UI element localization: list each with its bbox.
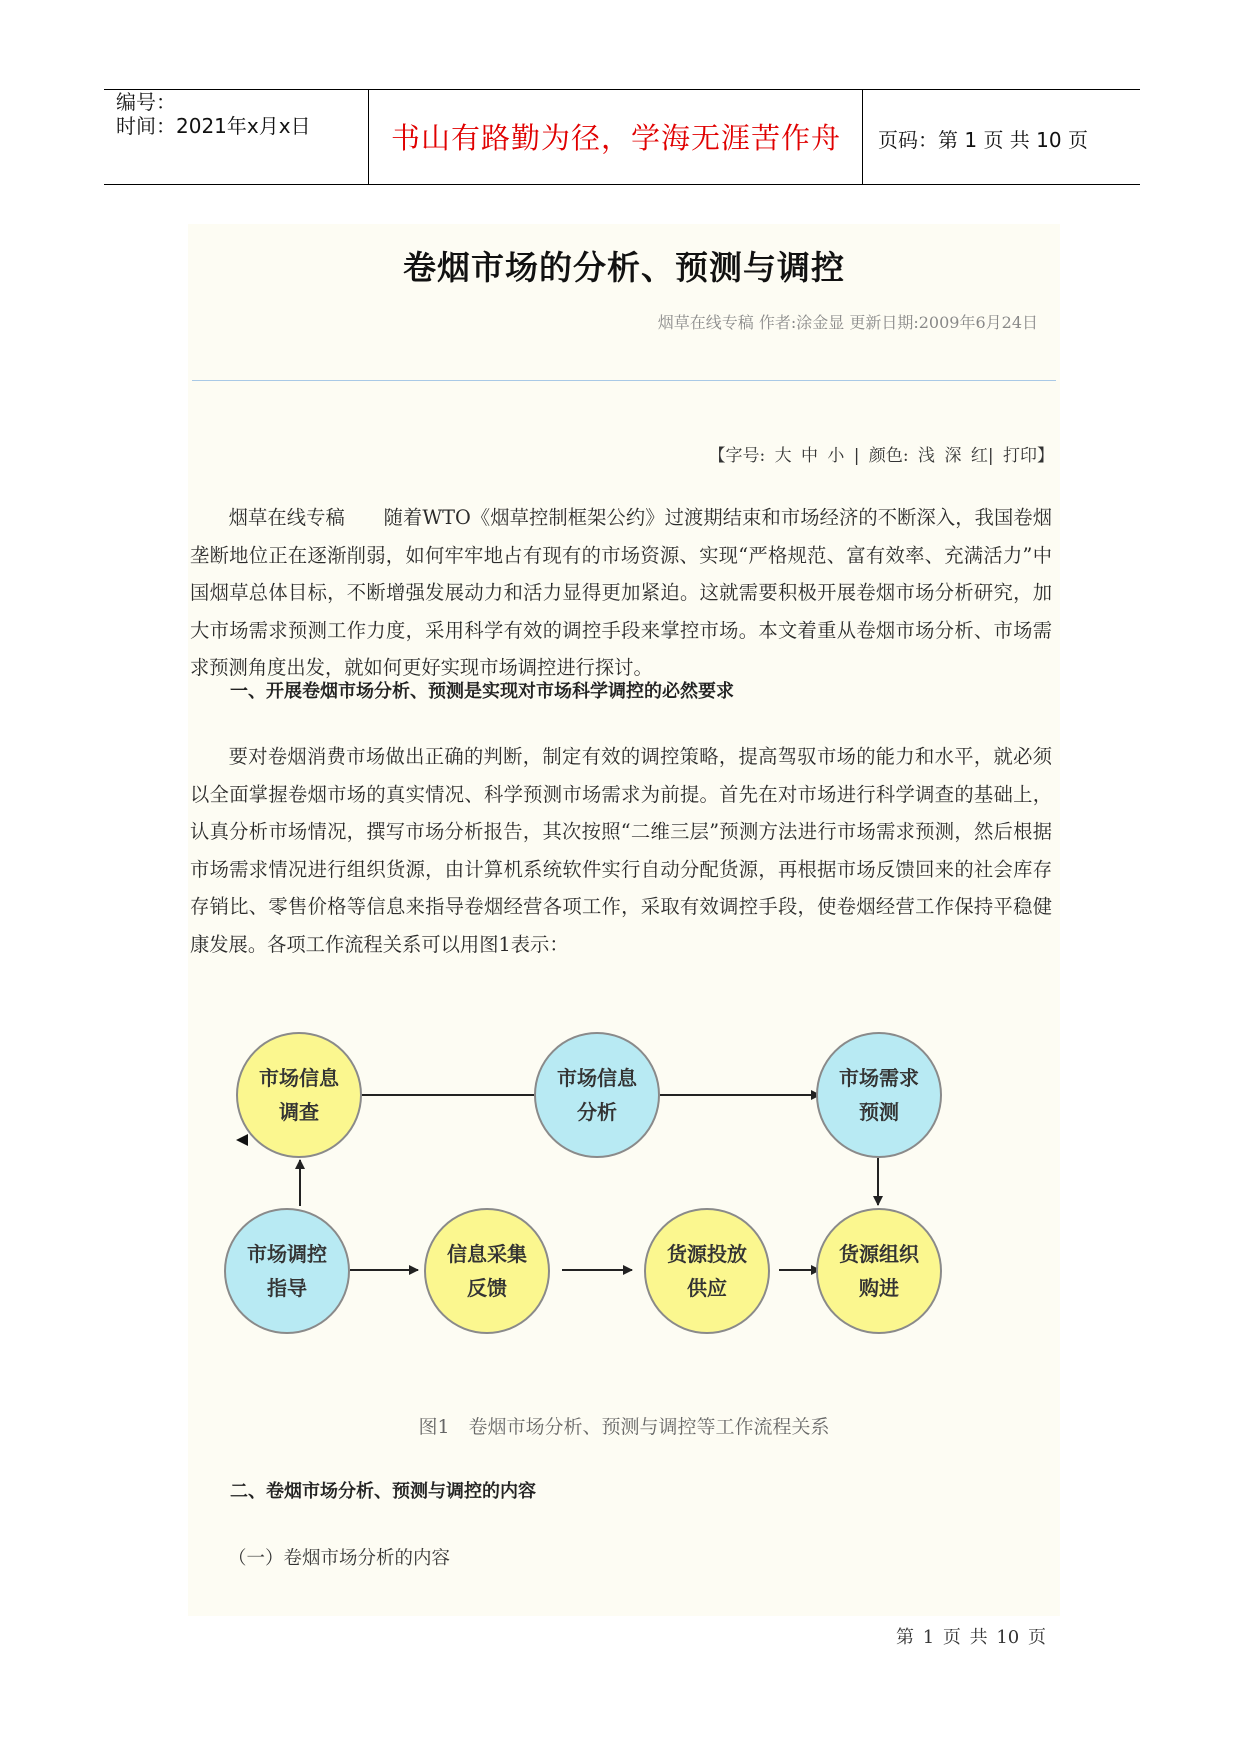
section-heading-1: 一、开展卷烟市场分析、预测是实现对市场科学调控的必然要求 (230, 681, 734, 702)
node-supply-delivery: 货源投放供应 (644, 1208, 770, 1334)
header-meta-cell (104, 90, 369, 184)
article-byline: 烟草在线专稿 作者:涂金显 更新日期:2009年6月24日 (657, 313, 1038, 332)
section-heading-2: 二、卷烟市场分析、预测与调控的内容 (230, 1481, 536, 1502)
node-market-control: 市场调控指导 (224, 1208, 350, 1334)
node-supply-procurement: 货源组织购进 (816, 1208, 942, 1334)
header-motto-cell (370, 90, 863, 184)
divider (192, 380, 1056, 381)
header-page-number: 页码：第 1 页 共 10 页 (878, 128, 1088, 152)
node-market-survey: 市场信息调查 (236, 1032, 362, 1158)
paragraph-intro: 烟草在线专稿 随着WTO《烟草控制框架公约》过渡期结束和市场经济的不断深入，我国卷烟垄断地位正在逐渐削弱，如何牢牢地占有现有的市场资源、实现“严格规范、富有效率、充满活力”中国烟草总体目标，不断增强发展动力和活力显得更加紧迫。这就需要积极开展卷烟市场分析研究，加大市场需求预测工作力度，采用科学有效的调控手段来掌控市场。本文着重从卷烟市场分析、市场需求预测角度出发，就如何更好实现市场调控进行探讨。 (190, 506, 1052, 679)
header-time: 时间：2021年x月x日 (116, 114, 311, 138)
sub-heading: （一）卷烟市场分析的内容 (228, 1548, 451, 1569)
node-demand-forecast: 市场需求预测 (816, 1032, 942, 1158)
figure-caption: 图1 卷烟市场分析、预测与调控等工作流程关系 (418, 1416, 830, 1438)
page-footer: 第 1 页 共 10 页 (896, 1627, 1046, 1648)
node-market-analysis: 市场信息分析 (534, 1032, 660, 1158)
flowchart (214, 1028, 1046, 1336)
node-info-feedback: 信息采集反馈 (424, 1208, 550, 1334)
header-page-cell (864, 90, 1140, 184)
paragraph-section-1: 要对卷烟消费市场做出正确的判断，制定有效的调控策略，提高驾驭市场的能力和水平，就必须以全面掌握卷烟市场的真实情况、科学预测市场需求为前提。首先在对市场进行科学调查的基础上，认真分析市场情况，撰写市场分析报告，其次按照“二维三层”预测方法进行市场需求预测，然后根据市场需求情况进行组织货源，由计算机系统软件实行自动分配货源，再根据市场反馈回来的社会库存存销比、零售价格等信息来指导卷烟经营各项工作，采取有效调控手段，使卷烟经营工作保持平稳健康发展。各项工作流程关系可以用图1表示： (190, 745, 1052, 956)
header-motto: 书山有路勤为径，学海无涯苦作舟 (390, 121, 841, 155)
article-toolbar: 【字号: 大 中 小 | 颜色: 浅 深 红| 打印】 (708, 446, 1054, 466)
page-header (104, 89, 1140, 185)
article-title: 卷烟市场的分析、预测与调控 (403, 248, 845, 287)
article (188, 224, 1060, 1616)
arrow-marker-small (236, 1134, 248, 1146)
header-number: 编号： (116, 90, 176, 114)
